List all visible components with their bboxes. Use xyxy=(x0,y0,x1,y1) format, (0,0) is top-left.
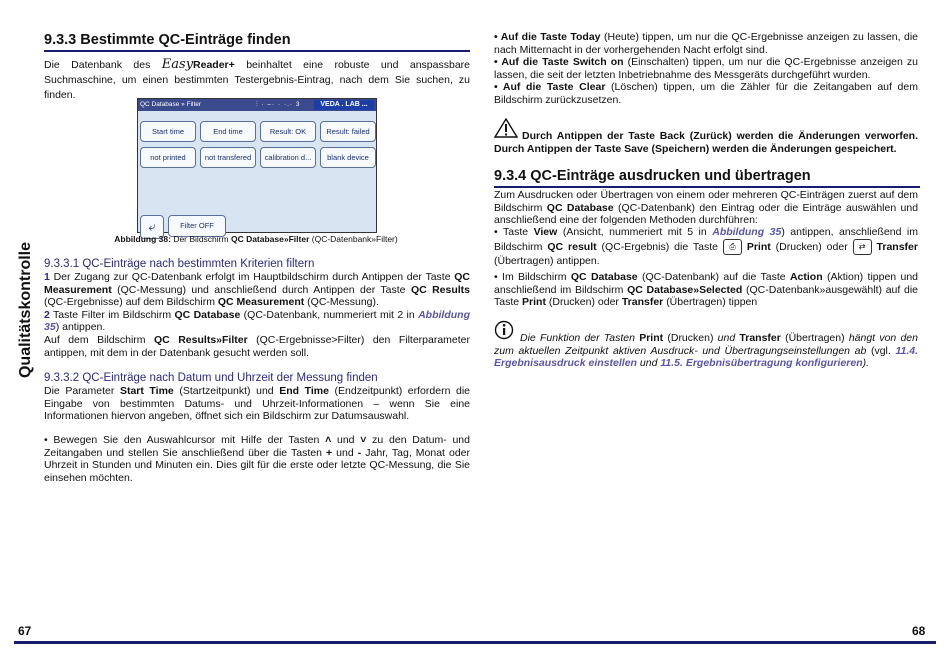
time-buttons-list xyxy=(494,31,918,107)
info-note: Die Funktion der Tasten Print (Drucken) und Transfer (Übertragen) hängt von den zum aktuellen Zeitpunkt aktiven Ausdruck- und Übertragungseinstellungen ab (vgl. 11.4. Ergebnisausdruck einstellen und 11.5. Ergebnisübertragung konfigurieren). xyxy=(494,332,919,370)
status-indicators: ⫶ · –· · ·.· 3 xyxy=(256,101,301,108)
sidebar-title: Qualitätskontrolle xyxy=(17,241,34,379)
link-11-5[interactable]: 11.5. Ergebnisübertragung konfigurieren xyxy=(660,357,863,370)
bullet-switch-on: • Auf die Taste Switch on (Einschalten) tippen, um nur die QC-Ergebnisse anzeigen zu lassen, die seit der letzten Inbetriebnahme des Messgeräts durchgeführt wurden. xyxy=(494,56,918,81)
end-time-button[interactable]: End time xyxy=(200,121,256,142)
qc-filter-screenshot xyxy=(137,98,377,233)
screenshot-area xyxy=(138,111,376,232)
section-heading-9-3-4: 9.3.4 QC-Einträge ausdrucken und übertragen xyxy=(494,168,811,184)
figure-caption: Abbildung 38: Der Bildschirm QC Database»Filter (QC-Datenbank»Filter) xyxy=(114,234,398,244)
start-time-button[interactable]: Start time xyxy=(140,121,196,142)
subsection-heading-9-3-3-2: 9.3.3.2 QC-Einträge nach Datum und Uhrzeit der Messung finden xyxy=(44,372,378,384)
transfer-icon: ⇄ xyxy=(853,239,872,255)
result-ok-button[interactable]: Result: OK xyxy=(260,121,316,142)
blank-device-button[interactable]: blank device xyxy=(320,147,376,168)
screenshot-title: QC Database » Filter xyxy=(140,101,202,108)
footer-rule xyxy=(14,641,936,644)
heading-rule-right xyxy=(494,186,920,188)
link-abbildung-35[interactable]: Abbildung 35 xyxy=(44,308,470,334)
date-time-paragraph: Die Parameter Start Time (Startzeitpunkt) und End Time (Endzeitpunkt) erfordern die Eingabe von bestimmten Datums- und Uhrzeit-Informationen – wenn Sie eine Informationen hiervon angeben, öffnet sich ein Bildschirm zur Datumsauswahl. xyxy=(44,385,470,423)
not-printed-button[interactable]: not printed xyxy=(140,147,196,168)
heading-rule xyxy=(44,50,470,52)
warning-text: Durch Antippen der Taste Back (Zurück) werden die Änderungen verworfen. Durch Antippen der Taste Save (Speichern) werden die Änderungen gespeichert. xyxy=(494,130,918,155)
page-number-left: 67 xyxy=(18,624,32,638)
link-11-4[interactable]: 11.4. Ergebnisausdruck einstellen xyxy=(494,344,919,370)
filter-steps: 1 Der Zugang zur QC-Datenbank erfolgt im Hauptbildschirm durch Antippen der Taste QC Measurement (QC-Messung) und anschließend durch Antippen der Taste QC Results (QC-Ergebnisse) auf dem Bildschirm QC Measurement (QC-Messung). 2 Taste Filter im Bildschirm QC Database (QC-Datenbank, nummeriert mit 2 in Abbildung 35) antippen. Auf dem Bildschirm QC Results»Filter (QC-Ergebnisse>Filter) den Filterparameter antippen, mit dem in der Datenbank gesucht werden soll. xyxy=(44,271,471,359)
not-transfered-button[interactable]: not transfered xyxy=(200,147,256,168)
subsection-heading-9-3-3-1: 9.3.3.1 QC-Einträge nach bestimmten Kriterien filtern xyxy=(44,258,315,270)
bullet-view: • Taste View (Ansicht, nummeriert mit 5 in Abbildung 35) antippen, anschließend im Bildschirm QC result (QC-Ergebnis) die Taste ⎙ Print (Drucken) oder ⇄ Transfer (Übertragen) antippen. xyxy=(494,226,919,268)
vedalab-logo: VEDA . LAB ... xyxy=(314,100,374,110)
print-transfer-intro: Zum Ausdrucken oder Übertragen von einem oder mehreren QC-Einträgen zuerst auf dem Bildschirm QC Database (QC-Datenbank) den Eintrag oder die Einträge auswählen und anschließend eine der folgenden Methoden durchführen: xyxy=(494,189,919,227)
cursor-instructions: • Bewegen Sie den Auswahlcursor mit Hilfe der Tasten ˄ und ˅ zu den Datum- und Zeitangaben und stellen Sie anschließend über die Tasten + und - Jahr, Tag, Monat oder Uhrzeit in Stunden und Minuten ein. Dies gilt für die erste oder letzte QC-Messung, die Sie einsehen möchten. xyxy=(44,434,471,484)
filter-off-button[interactable]: Filter OFF xyxy=(168,215,226,237)
calibration-button[interactable]: calibration d... xyxy=(260,147,316,168)
print-icon: ⎙ xyxy=(723,239,742,255)
section-heading-9-3-3: 9.3.3 Bestimmte QC-Einträge finden xyxy=(44,32,291,48)
result-failed-button[interactable]: Result: failed xyxy=(320,121,376,142)
back-arrow-icon[interactable]: ⤶ xyxy=(140,215,164,239)
bullet-action: • Im Bildschirm QC Database (QC-Datenbank) auf die Taste Action (Aktion) tippen und anschließend im Bildschirm QC Database»Selected (QC-Datenbank»ausgewählt) auf die Taste Print (Drucken) oder Transfer (Übertragen) tippen xyxy=(494,271,919,309)
bullet-clear: • Auf die Taste Clear (Löschen) tippen, um die Zähler für die Zeitangaben auf dem Bildschirm zurückzusetzen. xyxy=(494,81,918,106)
easyreader-logo: Easy xyxy=(161,57,194,72)
link-abbildung-35-right[interactable]: Abbildung 35 xyxy=(712,226,782,238)
intro-paragraph: Die Datenbank des EasyReader+ beinhaltet eine robuste und anspassbare Suchmaschine, um einen bestimmten Testergebnis-Eintrag, nach dem Sie suchen, zu finden. xyxy=(44,57,470,101)
page-number-right: 68 xyxy=(912,624,926,638)
bullet-today: • Auf die Taste Today (Heute) tippen, um nur die QC-Ergebnisse anzeigen zu lassen, die nach Mitternacht in der vorhergehenden Nacht erfolgt sind. xyxy=(494,31,919,56)
screenshot-titlebar xyxy=(138,99,376,111)
